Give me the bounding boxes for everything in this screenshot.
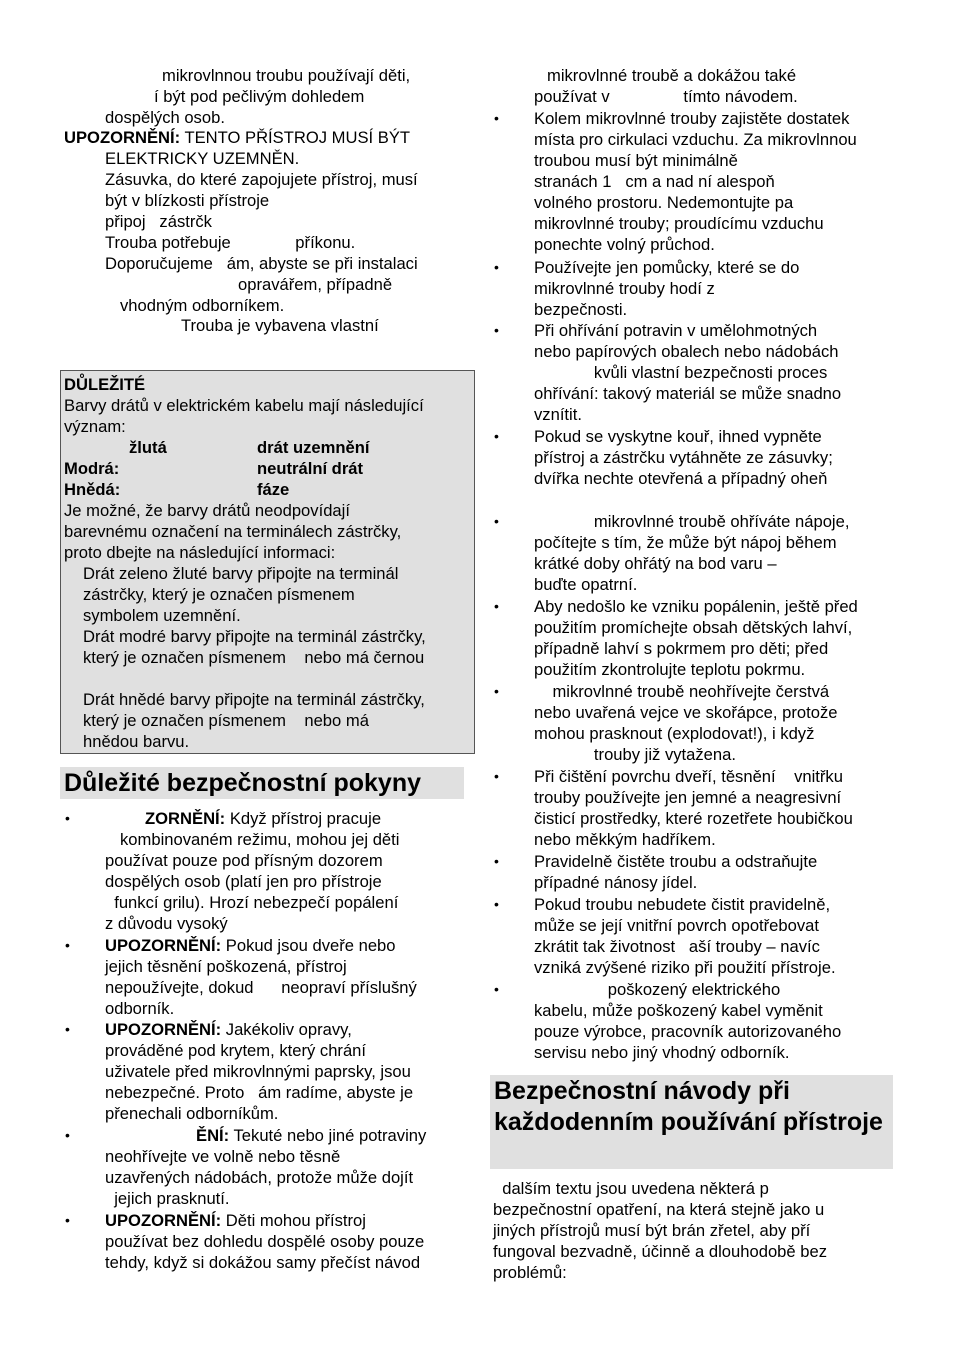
bullet-item: [145, 808, 381, 829]
earth-warning: [64, 127, 410, 148]
text-line: bezpečnosti.: [534, 300, 628, 319]
text-line: funkcí grilu). Hrozí nebezpečí popálení: [105, 893, 399, 912]
bullet-icon: •: [494, 981, 499, 997]
text-line: používat v tímto návodem.: [534, 87, 798, 106]
wire-color-label: Hnědá:: [64, 480, 121, 499]
text-line: problémů:: [493, 1263, 567, 1282]
text-line: Při čištění povrchu dveří, těsnění vnitřku: [534, 767, 843, 786]
text-line: hnědou barvu.: [83, 732, 190, 751]
text-line: uživatele před mikrovlnnými paprsky, jsou: [105, 1062, 411, 1081]
text-line: jejich těsnění poškozená, přístroj: [105, 957, 347, 976]
bullet-icon: •: [65, 1127, 70, 1143]
text-line: zástrčky, který je označen písmenem: [83, 585, 355, 604]
warning-label: UPOZORNĚNÍ:: [105, 1020, 222, 1039]
bullet-icon: •: [494, 513, 499, 529]
text-line: Kolem mikrovlnné trouby zajistěte dostatek: [534, 109, 850, 128]
section-heading: Bezpečnostní návody při každodenním používání přístroje: [490, 1075, 893, 1169]
text-line: jejich prasknutí.: [105, 1189, 230, 1208]
text-line: použitím promíchejte obsah dětských lahví,: [534, 618, 853, 637]
bullet-icon: •: [494, 322, 499, 338]
bullet-item: [105, 1019, 352, 1040]
text-line: nebo měkkým hadříkem.: [534, 830, 716, 849]
text-line: proto dbejte na následující informaci:: [64, 543, 336, 562]
warning-label: ZORNĚNÍ:: [145, 809, 226, 828]
bullet-icon: •: [494, 598, 499, 614]
text-line: opravářem, případně: [238, 275, 393, 294]
bullet-icon: •: [494, 768, 499, 784]
bullet-item: [105, 935, 396, 956]
text-line: symbolem uzemnění.: [83, 606, 241, 625]
text-line: Jakékoliv opravy,: [221, 1020, 352, 1039]
bullet-icon: •: [65, 810, 70, 826]
text-line: význam:: [64, 417, 126, 436]
text-line: bezpečnostní opatření, na která stejně jako u: [493, 1200, 825, 1219]
bullet-item: [105, 1210, 366, 1231]
text-line: volného prostoru. Nedemontujte pa: [534, 193, 794, 212]
text-line: přenechali odborníkům.: [105, 1104, 279, 1123]
text-line: barevnému označení na terminálech zástrčky,: [64, 522, 402, 541]
wire-color-value: neutrální drát: [257, 459, 364, 478]
warning-text: TENTO PŘÍSTROJ MUSÍ BÝT: [184, 128, 411, 147]
text-line: Děti mohou přístroj: [221, 1211, 366, 1230]
text-line: kvůli vlastní bezpečnosti proces: [534, 363, 828, 382]
text-line: Zásuvka, do které zapojujete přístroj, musí: [105, 170, 418, 189]
text-line: odborník.: [105, 999, 175, 1018]
text-line: Pokud se vyskytne kouř, ihned vypněte: [534, 427, 822, 446]
text-line: případně lahví s pokrmem pro děti; před: [534, 639, 829, 658]
text-line: vznítit.: [534, 405, 582, 424]
bullet-icon: •: [494, 683, 499, 699]
text-line: nebo uvařená vejce ve skořápce, protože: [534, 703, 838, 722]
text-line: používat bez dohledu dospělé osoby pouze: [105, 1232, 425, 1251]
text-line: připoj zástrčk: [105, 212, 212, 231]
text-line: Barvy drátů v elektrickém kabelu mají následující: [64, 396, 424, 415]
warning-label: UPOZORNĚNÍ:: [105, 1211, 222, 1230]
text-line: zkrátit tak životnost aší trouby – navíc: [534, 937, 820, 956]
text-line: kabelu, může poškozený kabel vyměnit: [534, 1001, 823, 1020]
text-line: servisu nebo jiný vhodný odborník.: [534, 1043, 790, 1062]
bullet-icon: •: [494, 896, 499, 912]
text-line: pouze výrobce, pracovník autorizovaného: [534, 1022, 842, 1041]
text-line: kombinovaném režimu, mohou jej děti: [120, 830, 400, 849]
bullet-icon: •: [65, 1021, 70, 1037]
text-line: í být pod pečlivým dohledem: [154, 87, 365, 106]
wire-color-label: Modrá:: [64, 459, 120, 478]
text-line: vzniká zvýšené riziko při použití přístroje.: [534, 958, 836, 977]
text-line: dalším textu jsou uvedena některá p: [493, 1179, 769, 1198]
text-line: trouby používejte jen jemné a neagresivní: [534, 788, 842, 807]
text-line: mikrovlnnou troubu používají děti,: [162, 66, 411, 85]
text-line: dospělých osob.: [105, 108, 225, 127]
bullet-icon: •: [494, 110, 499, 126]
text-line: troubou musí být minimálně: [534, 151, 738, 170]
text-line: čisticí prostředky, které rozetřete houbičkou: [534, 809, 853, 828]
wire-color-label: žlutá: [129, 438, 167, 457]
wire-color-value: fáze: [257, 480, 290, 499]
text-line: přístroj a zástrčku vytáhněte ze zásuvky;: [534, 448, 833, 467]
text-line: může se její vnitřní povrch opotřebovat: [534, 916, 820, 935]
text-line: prováděné pod krytem, který chrání: [105, 1041, 367, 1060]
text-line: fungoval bezvadně, účinně a dlouhodobě bez: [493, 1242, 827, 1261]
text-line: trouby již vytažena.: [534, 745, 736, 764]
wire-color-value: drát uzemnění: [257, 438, 370, 457]
text-line: mikrovlnné troubě a dokážou také: [547, 66, 797, 85]
text-line: ponechte volný průchod.: [534, 235, 715, 254]
text-line: počítejte s tím, že může být nápoj během: [534, 533, 837, 552]
text-line: Pokud troubu nebudete čistit pravidelně,: [534, 895, 831, 914]
warning-label: UPOZORNĚNÍ:: [64, 128, 181, 147]
text-line: nebezpečné. Proto ám radíme, abyste je: [105, 1083, 414, 1102]
text-line: Když přístroj pracuje: [225, 809, 382, 828]
text-line: neohřívejte ve volně nebo těsně: [105, 1147, 341, 1166]
text-line: Pokud jsou dveře nebo: [221, 936, 396, 955]
bullet-icon: •: [65, 937, 70, 953]
text-line: být v blízkosti přístroje: [105, 191, 270, 210]
text-line: z důvodu vysoký: [105, 914, 228, 933]
text-line: použitím zkontrolujte teplotu pokrmu.: [534, 660, 806, 679]
text-line: stranách 1 cm a nad ní alespoň: [534, 172, 775, 191]
important-title: DŮLEŽITÉ: [64, 375, 146, 394]
bullet-icon: •: [494, 428, 499, 444]
text-line: případné nánosy jídel.: [534, 873, 698, 892]
text-line: Trouba je vybavena vlastní: [181, 316, 379, 335]
warning-label: ĚNÍ:: [196, 1126, 230, 1145]
text-line: Trouba potřebuje příkonu.: [105, 233, 356, 252]
text-line: Aby nedošlo ke vzniku popálenin, ještě před: [534, 597, 858, 616]
text-line: ELEKTRICKY UZEMNĚN.: [105, 149, 300, 168]
bullet-icon: •: [494, 853, 499, 869]
text-line: mikrovlnné trouby; proudícímu vzduchu: [534, 214, 824, 233]
text-line: mikrovlnné troubě neohřívejte čerstvá: [534, 682, 830, 701]
text-line: ohřívání: takový materiál se může snadno: [534, 384, 842, 403]
section-heading: Důležité bezpečnostní pokyny: [60, 767, 464, 799]
text-line: vhodným odborníkem.: [120, 296, 285, 315]
text-line: Tekuté nebo jiné potraviny: [229, 1126, 427, 1145]
text-line: mikrovlnné troubě ohříváte nápoje,: [534, 512, 850, 531]
text-line: místa pro cirkulaci vzduchu. Za mikrovlnnou: [534, 130, 857, 149]
text-line: nepoužívejte, dokud neopraví příslušný: [105, 978, 417, 997]
text-line: Používejte jen pomůcky, které se do: [534, 258, 800, 277]
text-line: uzavřených nádobách, protože může dojít: [105, 1168, 414, 1187]
text-line: který je označen písmenem nebo má: [83, 711, 369, 730]
text-line: poškozený elektrického: [534, 980, 781, 999]
text-line: používat pouze pod přísným dozorem: [105, 851, 383, 870]
text-line: dvířka nechte otevřená a případný oheň: [534, 469, 828, 488]
text-line: Při ohřívání potravin v umělohmotných: [534, 321, 818, 340]
text-line: dospělých osob (platí jen pro přístroje: [105, 872, 382, 891]
text-line: který je označen písmenem nebo má černou: [83, 648, 425, 667]
text-line: tehdy, když si dokážou samy přečíst návod: [105, 1253, 421, 1272]
bullet-icon: •: [494, 259, 499, 275]
text-line: Drát modré barvy připojte na terminál zástrčky,: [83, 627, 426, 646]
warning-label: UPOZORNĚNÍ:: [105, 936, 222, 955]
text-line: krátké doby ohřátý na bod varu –: [534, 554, 777, 573]
text-line: Drát hnědé barvy připojte na terminál zástrčky,: [83, 690, 425, 709]
text-line: nebo papírových obalech nebo nádobách: [534, 342, 839, 361]
bullet-icon: •: [65, 1212, 70, 1228]
text-line: Je možné, že barvy drátů neodpovídají: [64, 501, 350, 520]
text-line: Drát zeleno žluté barvy připojte na terminál: [83, 564, 399, 583]
text-line: mohou prasknout (explodovat!), i když: [534, 724, 815, 743]
text-line: mikrovlnné trouby hodí z: [534, 279, 715, 298]
text-line: jiných přístrojů musí být brán zřetel, aby pří: [493, 1221, 811, 1240]
text-line: Doporučujeme ám, abyste se při instalaci: [105, 254, 418, 273]
text-line: buďte opatrní.: [534, 575, 638, 594]
bullet-item: [196, 1125, 426, 1146]
text-line: Pravidelně čistěte troubu a odstraňujte: [534, 852, 818, 871]
